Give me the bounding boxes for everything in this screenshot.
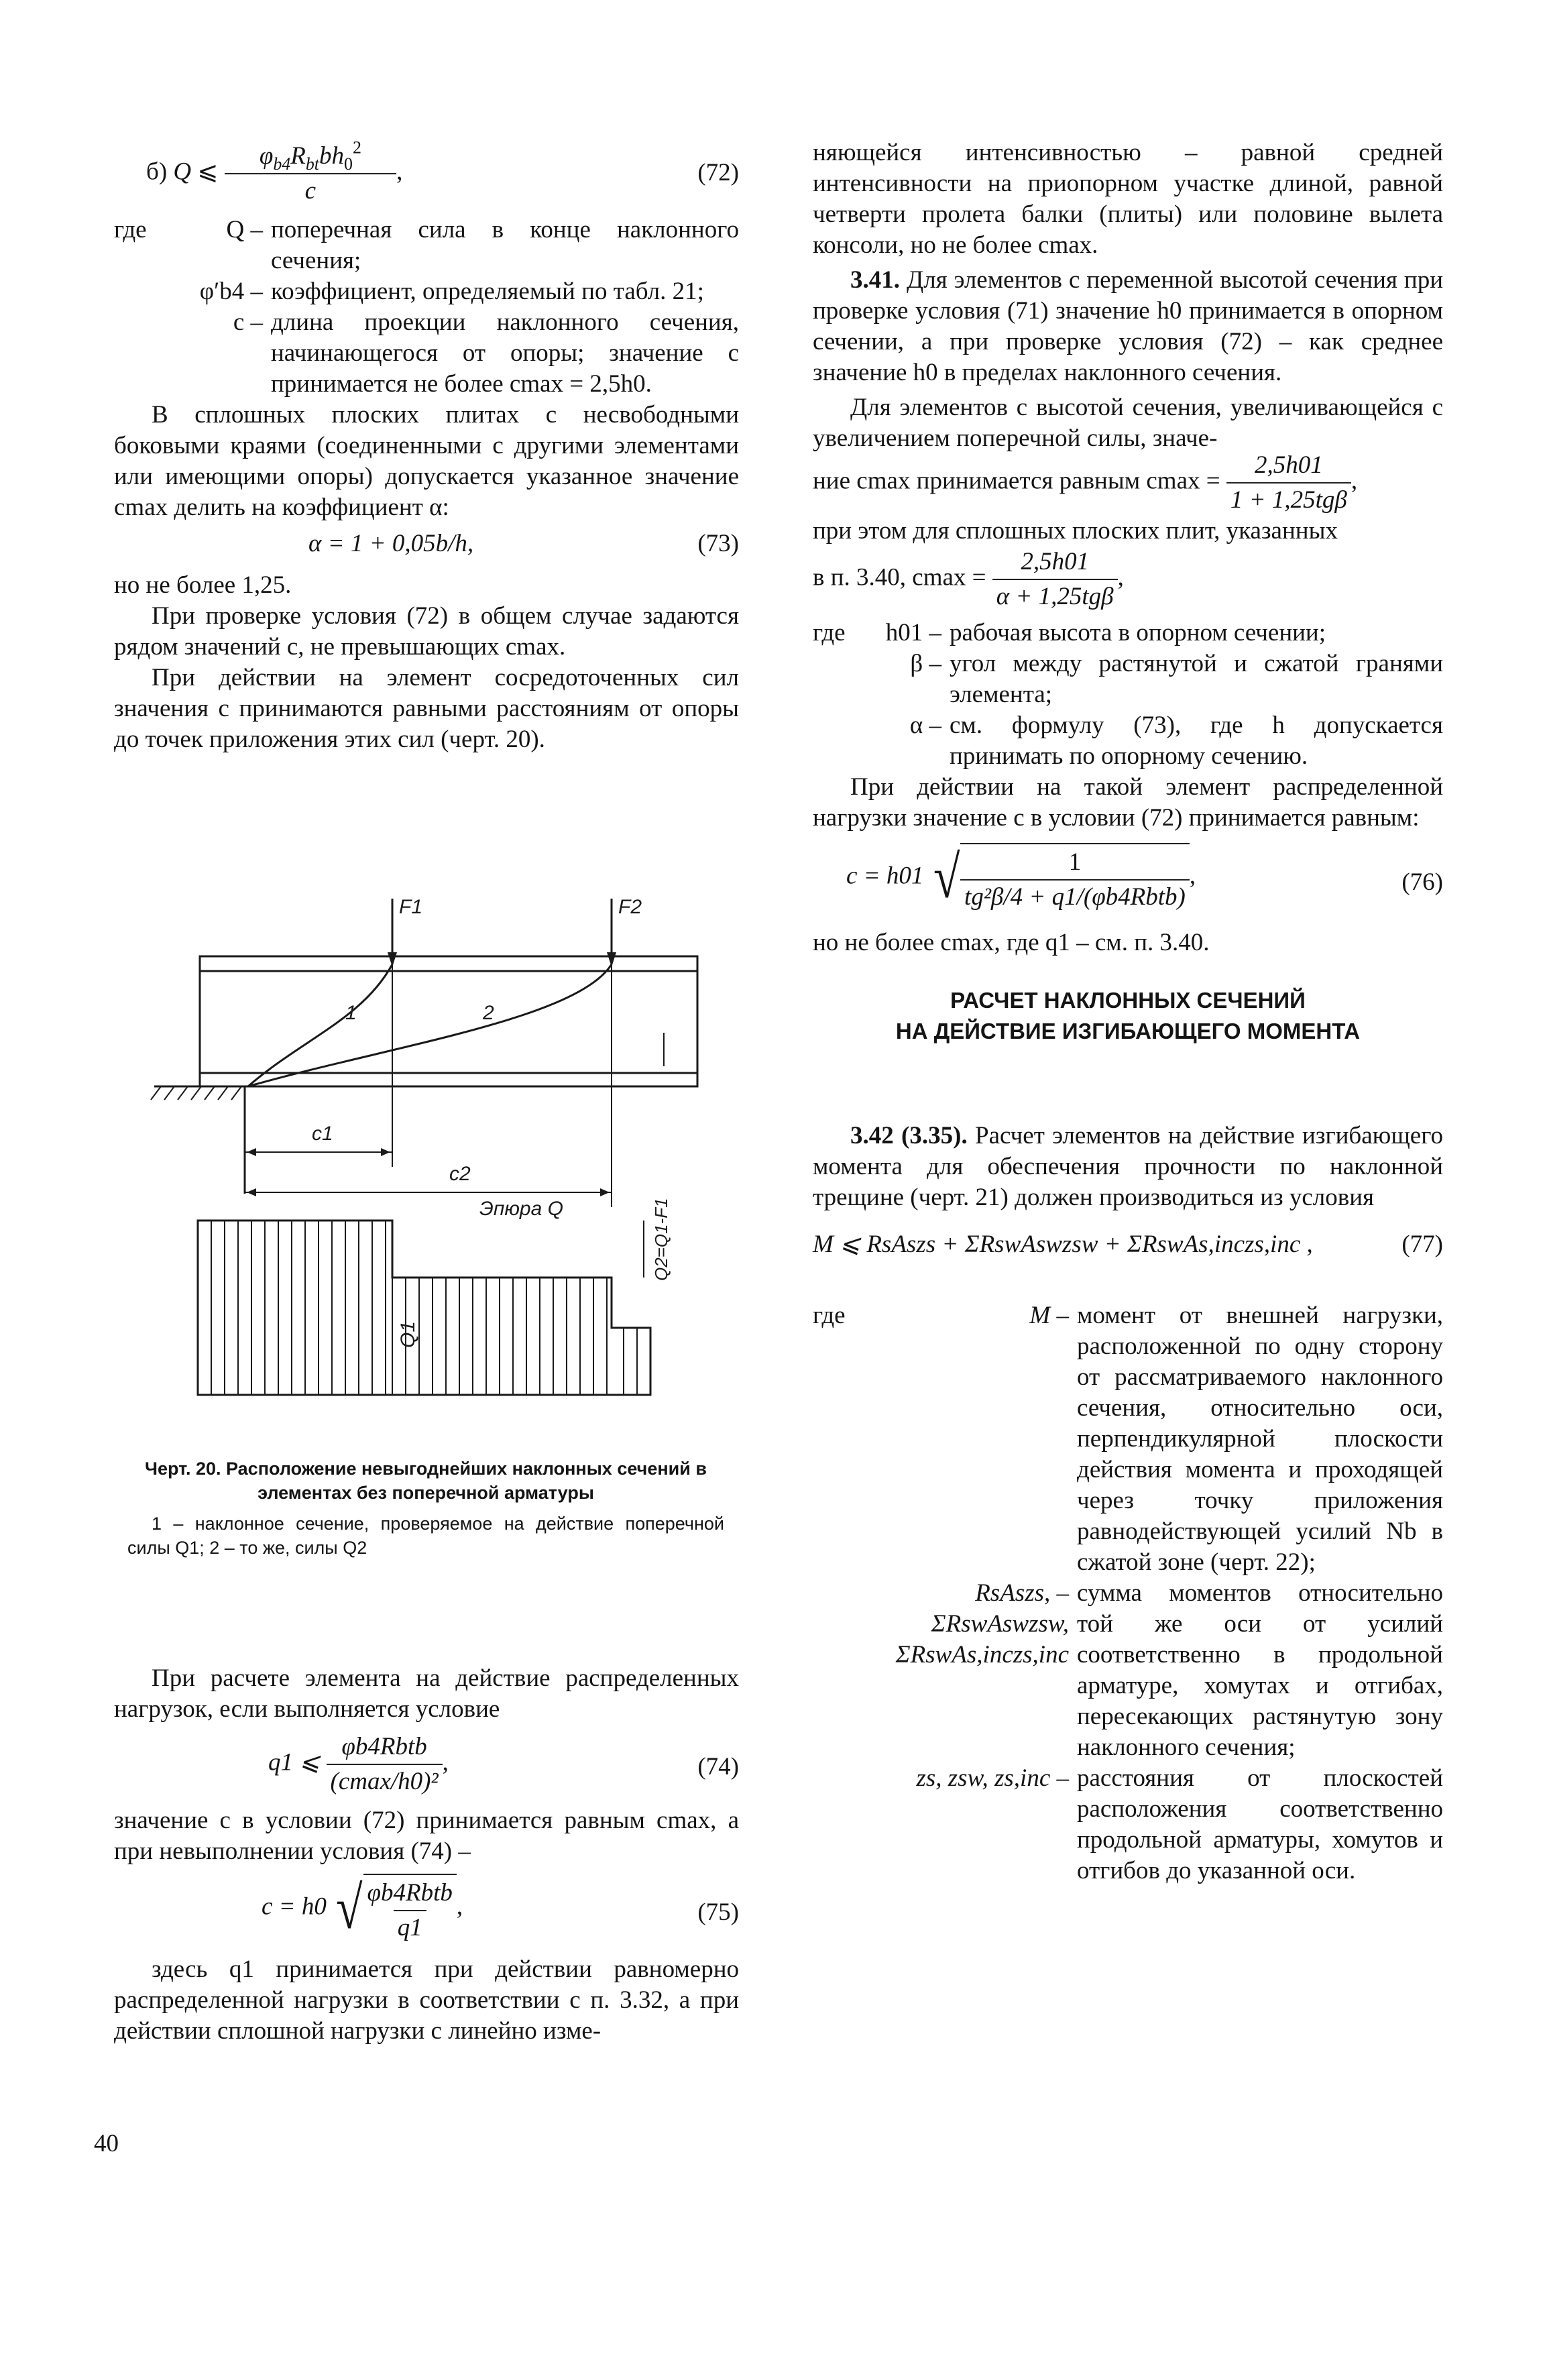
def-term: M –: [1029, 1302, 1069, 1329]
cmax-tail: ,: [1351, 467, 1358, 495]
eq72-lhs: Q: [173, 158, 192, 186]
equation-74: [114, 1725, 739, 1805]
cmax-fraction: [1226, 450, 1351, 516]
where-label: где: [813, 619, 846, 646]
eq74-number: (74): [697, 1753, 739, 1780]
paragraph: значение c в условии (72) принимается равным cmax, а при невыполнении условия (74) –: [114, 1807, 739, 1865]
where-label: где: [114, 216, 147, 243]
paragraph: но не более cmax, где q1 – см. п. 3.40.: [813, 929, 1210, 956]
def-term: h01 –: [885, 619, 941, 646]
eq72-fraction: [225, 137, 396, 207]
cmax-formula-line-2: [813, 547, 1443, 612]
def-desc: угол между растянутой и сжатой гранями элемента;: [950, 650, 1443, 708]
def-desc: расстояния от плоскостей расположения соответственно продольной арматуры, хомутов и отгибов до указанной оси.: [1077, 1764, 1443, 1884]
eq74-fraction: [327, 1732, 443, 1797]
cmax-num: 2,5h01: [1254, 451, 1323, 479]
def-desc: длина проекции наклонного сечения, начинающегося от опоры; значение c принимается не более cmax = 2,5h0.: [271, 308, 739, 398]
shear-hatching: [211, 1221, 637, 1395]
label-c2: c2: [449, 1163, 471, 1185]
eq72-den: c: [304, 177, 317, 205]
shear-diagram: [198, 1221, 650, 1395]
eq77-expr: M ⩽ RsAszs + ΣRswAswzsw + ΣRswAs,inczs,inc ,: [813, 1231, 1313, 1258]
heading-line-2: НА ДЕЙСТВИЕ ИЗГИБАЮЩЕГО МОМЕНТА: [895, 1019, 1361, 1043]
page-number: 40: [94, 2130, 119, 2157]
eq76-lhs: c = h01: [846, 862, 924, 890]
def-desc: коэффициент, определяемый по табл. 21;: [271, 278, 704, 305]
eq76-num: 1: [1068, 848, 1082, 876]
cmax-definitions: [813, 618, 1443, 772]
paragraph: При действии на элемент сосредоточенных сил значения c принимаются равными расстояниям от опоры до точек приложения этих сил (черт. 20).: [114, 664, 739, 753]
eq76-tail: ,: [1189, 862, 1196, 890]
eq74-num: φb4Rbtb: [341, 1733, 427, 1760]
paragraph: При проверке условия (72) в общем случае задаются рядом значений c, не превышающих cmax.: [114, 602, 739, 661]
eq76-sqrt: √ $\frac{1}{\text{tg²β/4 + q1/(φb4Rbtb)}}$: [930, 843, 1190, 913]
equation-73: [114, 523, 739, 563]
paragraph: Для элементов с высотой сечения, увеличивающейся с увеличением поперечной силы, значе-: [813, 394, 1443, 452]
label-curve-1: 1: [345, 1002, 357, 1024]
eq72-num-e: bh: [319, 142, 344, 170]
right-column: [813, 137, 1443, 1886]
def-desc: рабочая высота в опорном сечении;: [950, 619, 1326, 646]
cmax2-den: α + 1,25tgβ: [992, 579, 1118, 612]
equation-77: [813, 1213, 1443, 1267]
eq72-num-b: b4: [273, 154, 291, 174]
label-q2: Q2=Q1-F1: [651, 1198, 671, 1281]
def-term: φ′b4 –: [199, 278, 263, 305]
def-term: Q –: [226, 216, 263, 243]
arrow-c2-left: [247, 1188, 256, 1196]
section-curve-2: [248, 964, 612, 1086]
def-term: c –: [233, 308, 263, 336]
paragraph: При расчете элемента на действие распределенных нагрузок, если выполняется условие: [114, 1664, 739, 1723]
eq72-num-a: φ: [259, 142, 274, 170]
arrow-f1: [388, 952, 397, 967]
eq73-expr: α = 1 + 0,05b/h,: [308, 530, 474, 557]
cmax-formula-line: [813, 450, 1443, 516]
eq73-number: (73): [697, 530, 739, 557]
eq77-number: (77): [1401, 1231, 1443, 1258]
caption-text: 1 – наклонное сечение, проверяемое на действие поперечной силы Q1; 2 – то же, силы Q2: [127, 1514, 724, 1558]
equation-75: [114, 1867, 739, 1954]
eq76-den: tg²β/4 + q1/(φb4Rbtb): [960, 879, 1190, 913]
eq74-den: (cmax/h0)²: [327, 1764, 443, 1797]
eq75-number: (75): [697, 1899, 739, 1926]
def-term: α –: [909, 712, 941, 739]
def-desc: сумма моментов относительно той же оси от усилий соответственно в продольной арматуре, хомутах и отгибах, пересекающих растянутую зону наклонного сечения;: [1077, 1579, 1443, 1761]
clause-number: 3.41.: [850, 266, 900, 294]
heading-line-1: РАСЧЕТ НАКЛОННЫХ СЕЧЕНИЙ: [950, 988, 1306, 1013]
section-heading: [813, 985, 1443, 1047]
label-c1: c1: [312, 1123, 333, 1145]
eq74-tail: ,: [442, 1748, 449, 1776]
eq72-num-g: 2: [352, 137, 361, 158]
left-column-bottom: [114, 1663, 739, 2047]
caption-title: Черт. 20. Расположение невыгоднейших наклонных сечений в элементах без поперечной арматуры: [145, 1459, 707, 1503]
paragraph: Для элементов с переменной высотой сечения при проверке условия (71) значение h0 принимается в опорном сечении, а при проверке условия (72) – как среднее значение h0 в пределах наклонного сечения.: [813, 266, 1443, 386]
paragraph: но не более 1,25.: [114, 571, 292, 599]
left-column: [114, 0, 739, 755]
eq72-tail: ,: [396, 158, 403, 186]
label-f1: F1: [399, 896, 423, 918]
label-q1: Q1: [397, 1320, 419, 1348]
def-desc: см. формулу (73), где h допускается принимать по опорному сечению.: [950, 712, 1443, 770]
paragraph: В сплошных плоских плитах с несвободными боковыми краями (соединенными с другими элементами или имеющими опоры) допускается указанное значение cmax делить на коэффициент α:: [114, 401, 739, 521]
arrow-c1-right: [381, 1148, 390, 1156]
clause-number: 3.42 (3.35).: [850, 1122, 968, 1149]
arrow-c2-right: [600, 1188, 610, 1196]
def-desc: поперечная сила в конце наклонного сечения;: [271, 216, 739, 274]
eq72-definitions: [114, 215, 739, 400]
equation-72: [114, 121, 739, 205]
eq76-number: (76): [1401, 868, 1443, 896]
figure-20-caption: [127, 1457, 724, 1560]
eq77-definitions: [813, 1300, 1443, 1886]
eq74-lhs: q1 ⩽: [268, 1748, 321, 1776]
def-term: RsAszs, – ΣRswAswzsw, ΣRswAs,inczs,inc: [895, 1579, 1069, 1668]
paragraph: При действии на такой элемент распределенной нагрузки значение c в условии (72) принимается равным:: [813, 773, 1443, 832]
paragraph: при этом для сплошных плоских плит, указанных: [813, 517, 1338, 545]
eq75-den: q1: [394, 1910, 426, 1943]
eq72-number: (72): [697, 159, 739, 186]
support-hatching: [151, 1086, 241, 1100]
beam-outline: [200, 956, 697, 1086]
where-label: где: [813, 1302, 846, 1329]
label-curve-2: 2: [483, 1002, 494, 1024]
def-term: zs, zsw, zs,inc –: [916, 1764, 1069, 1792]
eq72-num-d: bt: [305, 154, 319, 174]
cmax2-fraction: [992, 547, 1118, 612]
eq72-prefix: б): [146, 158, 168, 186]
eq75-lhs: c = h0: [262, 1892, 327, 1921]
figure-20: [134, 885, 738, 1449]
paragraph: Расчет элементов на действие изгибающего момента для обеспечения прочности по наклонной трещине (черт. 21) должен производиться из условия: [813, 1122, 1443, 1211]
paragraph: няющейся интенсивностью – равной средней интенсивности на приопорном участке длиной, равной четверти пролета балки (плиты) или половине вылета консоли, но не более cmax.: [813, 139, 1443, 259]
eq72-num-c: R: [290, 142, 306, 170]
cmax2-num: 2,5h01: [1021, 548, 1090, 575]
label-f2: F2: [618, 896, 642, 918]
arrow-f2: [607, 952, 616, 967]
eq72-num-f: 0: [343, 154, 353, 174]
cmax-den: 1 + 1,25tgβ: [1226, 482, 1351, 516]
paragraph: здесь q1 принимается при действии равномерно распределенной нагрузки в соответствии с п. 3.32, а при действии сплошной нагрузки с линейно изме-: [114, 1956, 739, 2045]
arrow-c1-left: [247, 1148, 256, 1156]
eq75-tail: ,: [456, 1892, 463, 1921]
label-epure: Эпюра Q: [479, 1198, 563, 1220]
eq75-sqrt: √ $\frac{\text{φb4Rbtb}}{q1}$: [333, 1874, 457, 1943]
def-term: β –: [910, 650, 941, 677]
eq72-rel: ⩽: [197, 158, 219, 186]
cmax-formula-pre: ние cmax принимается равным cmax =: [813, 467, 1220, 495]
eq75-num: φb4Rbtb: [367, 1879, 453, 1907]
equation-76: [813, 834, 1443, 927]
cmax2-formula-pre: в п. 3.40, cmax =: [813, 563, 986, 591]
cmax2-tail: ,: [1117, 563, 1124, 591]
def-desc: момент от внешней нагрузки, расположенной по одну сторону от рассматриваемого наклонного сечения, относительно оси, перпендикулярной плоскости действия момента и проходящей через точку приложения равнодействующей усилий Nb в сжатой зоне (черт. 22);: [1077, 1302, 1443, 1576]
